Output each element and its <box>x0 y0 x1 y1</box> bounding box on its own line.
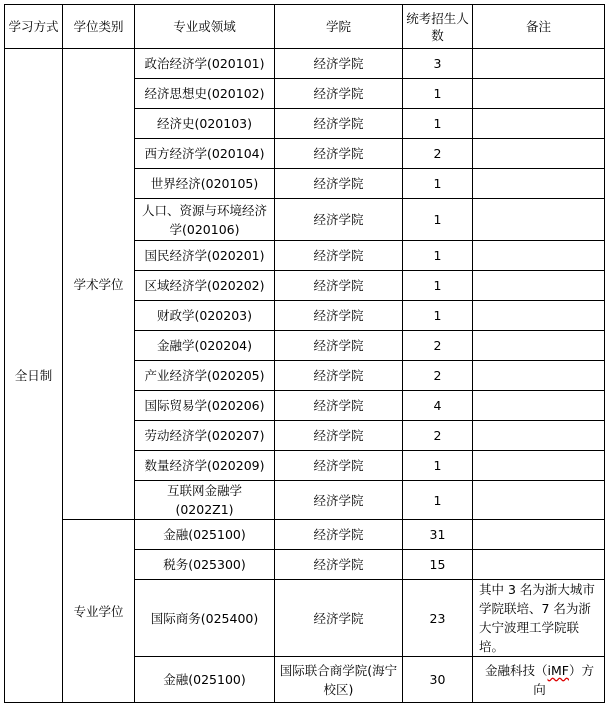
note-prefix: 金融科技（ <box>485 662 548 678</box>
note-cell <box>473 550 605 580</box>
note-cell <box>473 109 605 139</box>
header-mode: 学习方式 <box>5 5 63 49</box>
table-row <box>5 520 605 550</box>
major-cell: 财政学(020203) <box>135 301 275 331</box>
note-cell <box>473 49 605 79</box>
count-cell: 4 <box>403 391 473 421</box>
degree-type-cell: 学术学位 <box>63 49 135 520</box>
count-cell: 1 <box>403 451 473 481</box>
school-cell: 经济学院 <box>275 391 403 421</box>
school-cell: 经济学院 <box>275 241 403 271</box>
header-degree-type: 学位类别 <box>63 5 135 49</box>
count-cell: 1 <box>403 199 473 241</box>
count-cell: 31 <box>403 520 473 550</box>
count-cell: 23 <box>403 580 473 657</box>
note-cell <box>473 79 605 109</box>
note-cell <box>473 199 605 241</box>
count-cell: 1 <box>403 271 473 301</box>
school-cell: 经济学院 <box>275 481 403 520</box>
major-cell: 国际贸易学(020206) <box>135 391 275 421</box>
major-cell: 人口、资源与环境经济学(020106) <box>135 199 275 241</box>
note-cell <box>473 421 605 451</box>
count-cell: 3 <box>403 49 473 79</box>
table-row <box>5 49 605 79</box>
header-major: 专业或领域 <box>135 5 275 49</box>
count-cell: 1 <box>403 169 473 199</box>
school-cell: 经济学院 <box>275 580 403 657</box>
count-cell: 1 <box>403 109 473 139</box>
major-cell: 经济史(020103) <box>135 109 275 139</box>
count-cell: 1 <box>403 481 473 520</box>
major-cell: 产业经济学(020205) <box>135 361 275 391</box>
header-enrollment: 统考招生人数 <box>403 5 473 49</box>
note-cell <box>473 271 605 301</box>
major-cell: 数量经济学(020209) <box>135 451 275 481</box>
major-cell: 区域经济学(020202) <box>135 271 275 301</box>
major-cell: 国际商务(025400) <box>135 580 275 657</box>
note-cell <box>473 331 605 361</box>
school-cell: 经济学院 <box>275 109 403 139</box>
school-cell: 经济学院 <box>275 49 403 79</box>
note-cell <box>473 481 605 520</box>
major-cell: 西方经济学(020104) <box>135 139 275 169</box>
major-cell: 金融(025100) <box>135 657 275 703</box>
school-cell: 经济学院 <box>275 139 403 169</box>
school-cell: 经济学院 <box>275 199 403 241</box>
header-remarks: 备注 <box>473 5 605 49</box>
note-cell <box>473 520 605 550</box>
school-cell: 经济学院 <box>275 301 403 331</box>
count-cell: 2 <box>403 361 473 391</box>
school-cell: 经济学院 <box>275 169 403 199</box>
major-cell: 国民经济学(020201) <box>135 241 275 271</box>
major-cell: 税务(025300) <box>135 550 275 580</box>
count-cell: 2 <box>403 139 473 169</box>
header-row <box>5 5 605 49</box>
note-cell <box>473 361 605 391</box>
note-cell <box>473 451 605 481</box>
header-school: 学院 <box>275 5 403 49</box>
study-mode-cell: 全日制 <box>5 49 63 703</box>
enrollment-table <box>4 4 605 703</box>
major-cell: 世界经济(020105) <box>135 169 275 199</box>
school-cell: 经济学院 <box>275 451 403 481</box>
major-cell: 劳动经济学(020207) <box>135 421 275 451</box>
note-cell <box>473 169 605 199</box>
note-cell <box>473 301 605 331</box>
count-cell: 2 <box>403 331 473 361</box>
note-cell <box>473 241 605 271</box>
school-cell: 经济学院 <box>275 550 403 580</box>
count-cell: 2 <box>403 421 473 451</box>
major-cell: 互联网金融学(0202Z1) <box>135 481 275 520</box>
count-cell: 1 <box>403 241 473 271</box>
count-cell: 15 <box>403 550 473 580</box>
count-cell: 1 <box>403 301 473 331</box>
school-cell: 经济学院 <box>275 331 403 361</box>
major-cell: 政治经济学(020101) <box>135 49 275 79</box>
note-cell <box>473 391 605 421</box>
major-cell: 经济思想史(020102) <box>135 79 275 109</box>
school-cell: 经济学院 <box>275 79 403 109</box>
degree-type-cell: 专业学位 <box>63 520 135 703</box>
major-cell: 金融(025100) <box>135 520 275 550</box>
school-cell: 经济学院 <box>275 421 403 451</box>
school-cell: 国际联合商学院(海宁校区) <box>275 657 403 703</box>
note-imf: iMF <box>547 662 569 678</box>
school-cell: 经济学院 <box>275 361 403 391</box>
note-cell <box>473 139 605 169</box>
school-cell: 经济学院 <box>275 520 403 550</box>
count-cell: 1 <box>403 79 473 109</box>
major-cell: 金融学(020204) <box>135 331 275 361</box>
note-suffix: ）方向 <box>533 662 594 697</box>
note-cell <box>473 657 605 703</box>
count-cell: 30 <box>403 657 473 703</box>
note-cell: 其中 3 名为浙大城市学院联培、7 名为浙大宁波理工学院联培。 <box>473 580 605 657</box>
school-cell: 经济学院 <box>275 271 403 301</box>
